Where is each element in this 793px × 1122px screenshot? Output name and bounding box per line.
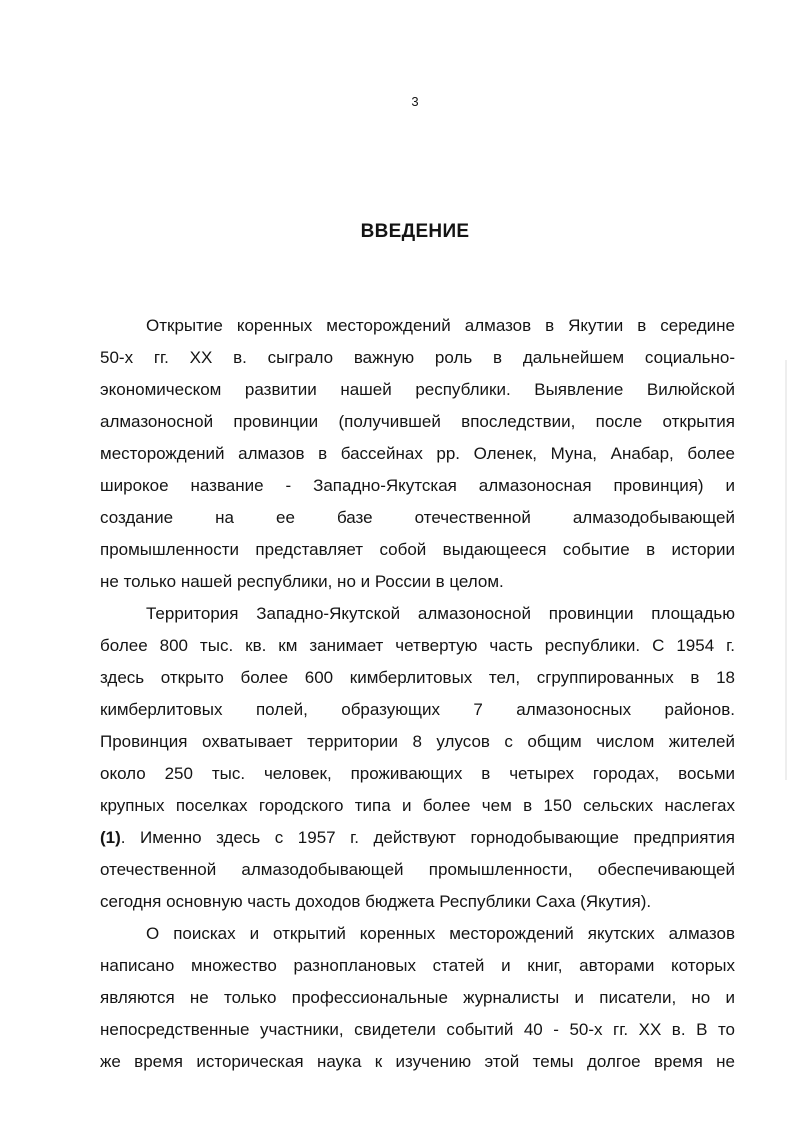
text-line: широкое название - Западно-Якутская алмазоносная провинция) и — [100, 476, 735, 495]
text-line: непосредственные участники, свидетели событий 40 - 50-х гг. XX в. В то — [100, 1020, 735, 1039]
text-line: О поисках и открытий коренных месторождений якутских алмазов — [146, 924, 735, 943]
text-line: кимберлитовых полей, образующих 7 алмазоносных районов. — [100, 700, 735, 719]
text-line: не только нашей республики, но и России в целом. — [100, 572, 504, 591]
text-line: более 800 тыс. кв. км занимает четвертую часть республики. С 1954 г. — [100, 636, 735, 655]
text-line: являются не только профессиональные журналисты и писатели, но и — [100, 988, 735, 1007]
text-line: написано множество разноплановых статей и книг, авторами которых — [100, 956, 735, 975]
citation-reference: (1) — [100, 828, 121, 847]
text-line: Провинция охватывает территории 8 улусов с общим числом жителей — [100, 732, 735, 751]
text-line — [100, 827, 735, 849]
page-title: ВВЕДЕНИЕ — [360, 221, 470, 242]
scan-edge-mark — [785, 360, 787, 780]
text-line: экономическом развитии нашей республики. Выявление Вилюйской — [100, 380, 735, 399]
text-line: же время историческая наука к изучению этой темы долгое время не — [100, 1052, 735, 1071]
text-line: алмазоносной провинции (получившей впоследствии, после открытия — [100, 412, 735, 431]
text-line: отечественной алмазодобывающей промышленности, обеспечивающей — [100, 860, 735, 879]
text-line: Открытие коренных месторождений алмазов в Якутии в середине — [146, 316, 735, 335]
text-line: около 250 тыс. человек, проживающих в четырех городах, восьми — [100, 764, 735, 783]
text-line-rest: . Именно здесь с 1957 г. действуют горнодобывающие предприятия — [120, 828, 735, 847]
text-line: 50-х гг. XX в. сыграло важную роль в дальнейшем социально- — [100, 348, 735, 367]
text-line: здесь открыто более 600 кимберлитовых тел, сгруппированных в 18 — [100, 668, 735, 687]
text-line: создание на ее базе отечественной алмазодобывающей — [100, 508, 735, 527]
text-line: Территория Западно-Якутской алмазоносной провинции площадью — [146, 604, 735, 623]
text-line: крупных поселках городского типа и более чем в 150 сельских наслегах — [100, 796, 735, 815]
text-line: месторождений алмазов в бассейнах рр. Оленек, Муна, Анабар, более — [100, 444, 735, 463]
page-number: 3 — [411, 94, 419, 109]
text-line: промышленности представляет собой выдающееся событие в истории — [100, 540, 735, 559]
text-line: сегодня основную часть доходов бюджета Республики Саха (Якутия). — [100, 892, 652, 911]
